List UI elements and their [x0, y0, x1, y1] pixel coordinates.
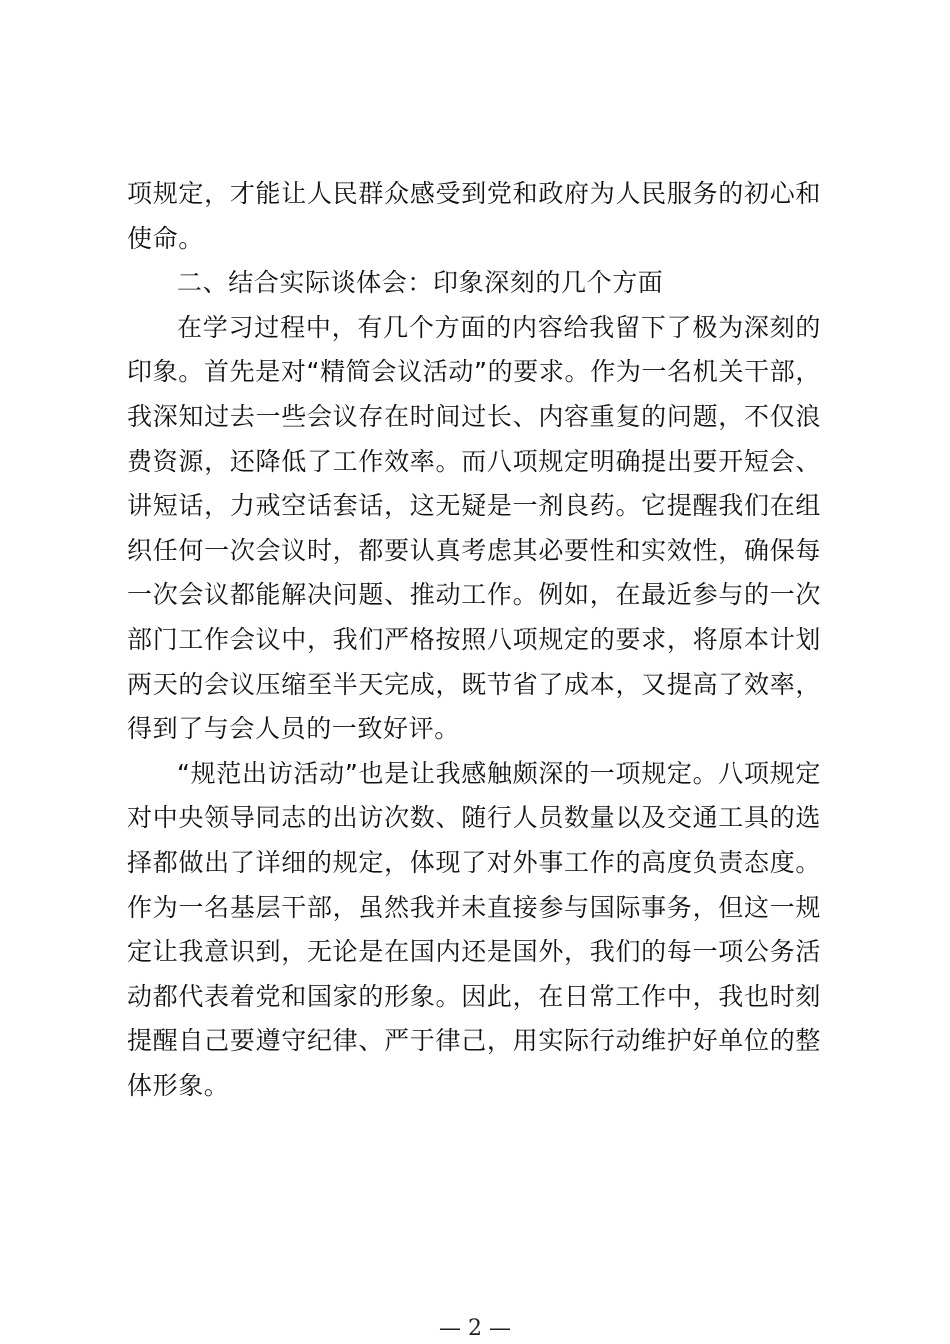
paragraph-continuation: 项规定，才能让人民群众感受到党和政府为人民服务的初心和使命。	[127, 179, 821, 253]
paragraph-meetings: 在学习过程中，有几个方面的内容给我留下了极为深刻的印象。首先是对“精简会议活动”的要求。作为一名机关干部，我深知过去一些会议存在时间过长、内容重复的问题，不仅浪费资源，还降低了工作效率。而八项规定明确提出要开短会、讲短话，力戒空话套话，这无疑是一剂良药。它提醒我们在组织任何一次会议时，都要认真考虑其必要性和实效性，确保每一次会议都能解决问题、推动工作。例如，在最近参与的一次部门工作会议中，我们严格按照八项规定的要求，将原本计划两天的会议压缩至半天完成，既节省了成本，又提高了效率，得到了与会人员的一致好评。	[127, 312, 821, 744]
paragraph-visits: “规范出访活动”也是让我感触颇深的一项规定。八项规定对中央领导同志的出访次数、随行人员数量以及交通工具的选择都做出了详细的规定，体现了对外事工作的高度负责态度。作为一名基层干部，虽然我并未直接参与国际事务，但这一规定让我意识到，无论是在国内还是国外，我们的每一项公务活动都代表着党和国家的形象。因此，在日常工作中，我也时刻提醒自己要遵守纪律、严于律己，用实际行动维护好单位的整体形象。	[127, 758, 821, 1100]
section-heading: 二、结合实际谈体会：印象深刻的几个方面	[177, 268, 664, 298]
body-text	[127, 172, 821, 1108]
page-number: — 2 —	[439, 1316, 511, 1341]
